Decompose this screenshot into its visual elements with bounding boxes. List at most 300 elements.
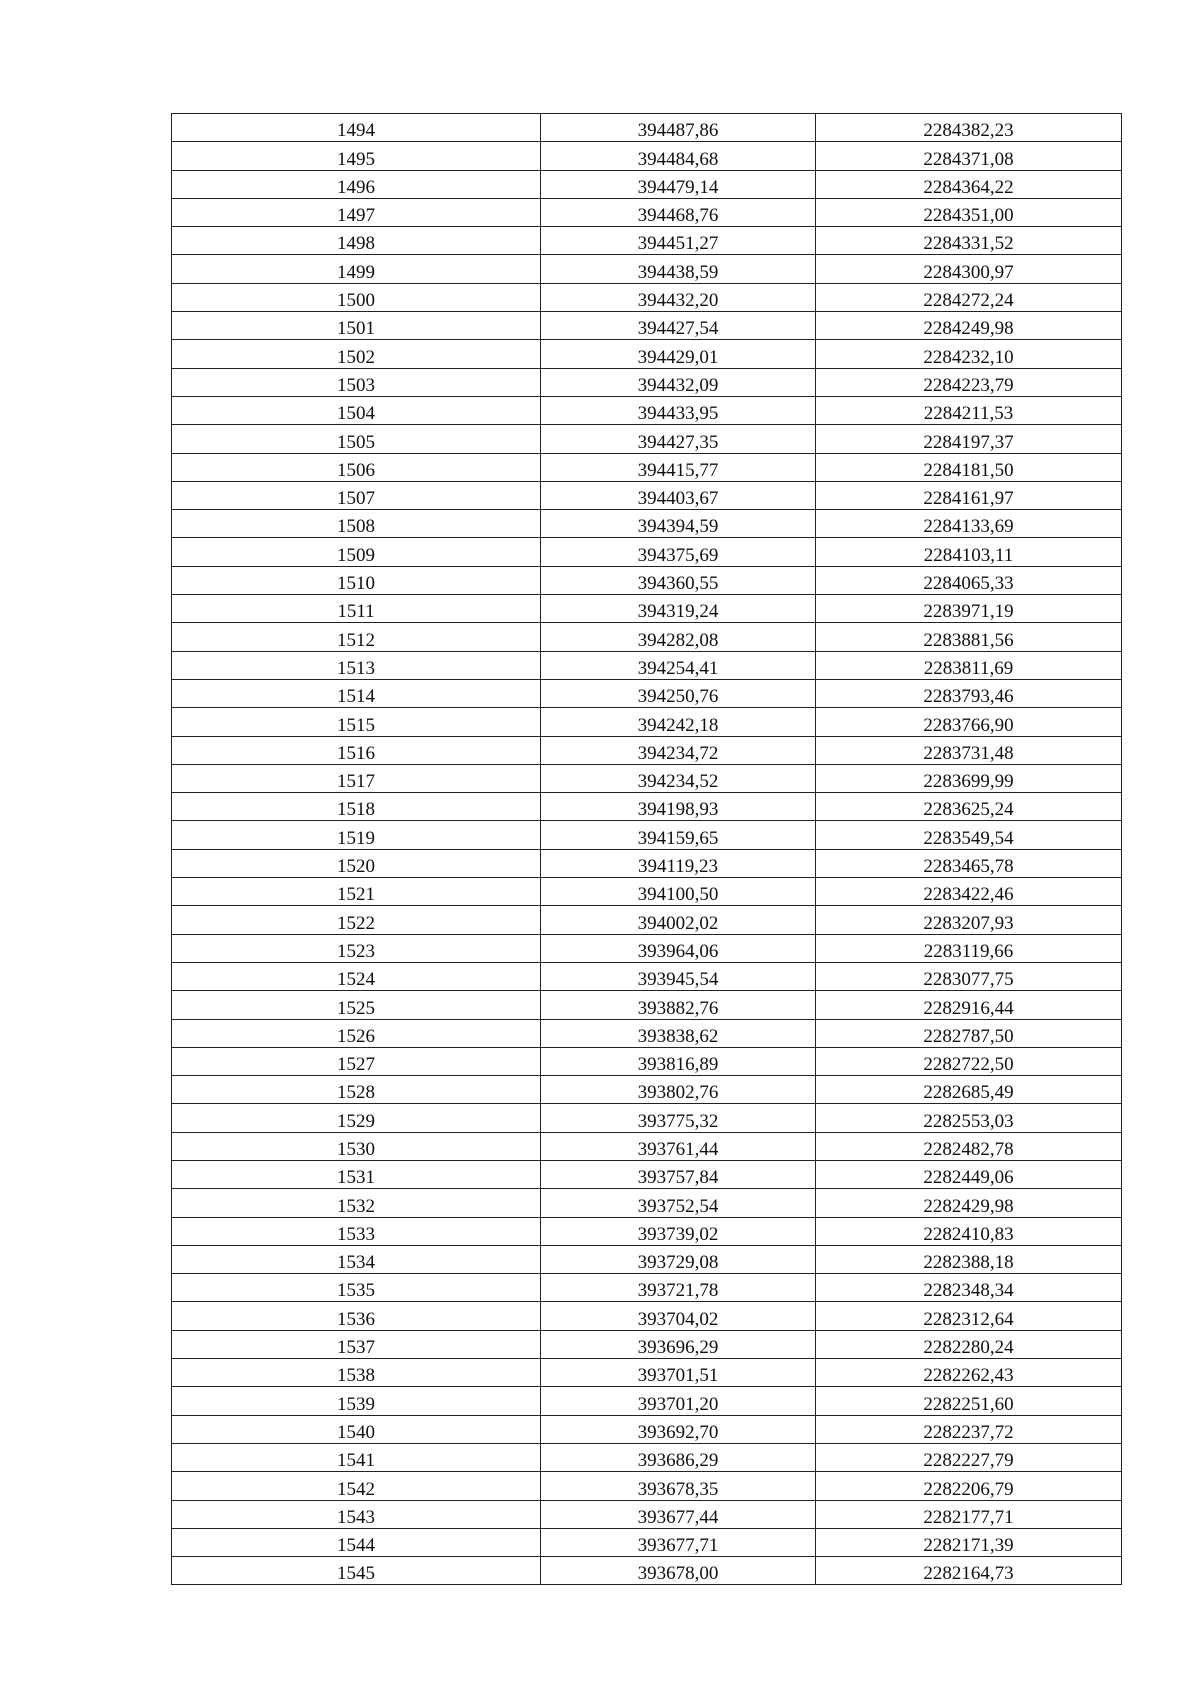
cell-value: 1500 [337, 290, 375, 312]
x-coordinate-cell [541, 1443, 816, 1471]
point-number-cell [172, 1557, 541, 1585]
cell-value: 2284371,08 [923, 148, 1014, 170]
cell-value: 393802,76 [637, 1082, 719, 1104]
y-coordinate-cell [816, 255, 1122, 283]
y-coordinate-cell [816, 1047, 1122, 1075]
cell-value: 1506 [337, 459, 375, 481]
y-coordinate-cell [816, 114, 1122, 142]
y-coordinate-cell [816, 878, 1122, 906]
point-number-cell [172, 396, 541, 424]
point-number-cell [172, 595, 541, 623]
table-row [172, 679, 1122, 707]
cell-value: 2283699,99 [923, 771, 1014, 793]
cell-value: 2283625,24 [923, 799, 1014, 821]
x-coordinate-cell [541, 1387, 816, 1415]
cell-value: 393739,02 [637, 1223, 719, 1245]
cell-value: 1507 [337, 488, 375, 510]
cell-value: 394250,76 [637, 686, 719, 708]
y-coordinate-cell [816, 1387, 1122, 1415]
table-row [172, 1472, 1122, 1500]
x-coordinate-cell [541, 1557, 816, 1585]
cell-value: 2282171,39 [923, 1535, 1014, 1557]
x-coordinate-cell [541, 708, 816, 736]
cell-value: 1505 [337, 431, 375, 453]
point-number-cell [172, 821, 541, 849]
point-number-cell [172, 849, 541, 877]
cell-value: 1525 [337, 997, 375, 1019]
x-coordinate-cell [541, 906, 816, 934]
table-row [172, 1245, 1122, 1273]
cell-value: 393964,06 [637, 940, 719, 962]
table-row [172, 1359, 1122, 1387]
cell-value: 2284272,24 [923, 290, 1014, 312]
x-coordinate-cell [541, 736, 816, 764]
cell-value: 1513 [337, 657, 375, 679]
y-coordinate-cell [816, 1330, 1122, 1358]
table-row [172, 227, 1122, 255]
y-coordinate-cell [816, 1472, 1122, 1500]
table-row [172, 651, 1122, 679]
y-coordinate-cell [816, 1359, 1122, 1387]
cell-value: 2282482,78 [923, 1138, 1014, 1160]
cell-value: 2283422,46 [923, 884, 1014, 906]
cell-value: 2282388,18 [923, 1252, 1014, 1274]
y-coordinate-cell [816, 1302, 1122, 1330]
table-row [172, 1387, 1122, 1415]
coordinates-table [171, 113, 1122, 1585]
x-coordinate-cell [541, 396, 816, 424]
y-coordinate-cell [816, 425, 1122, 453]
y-coordinate-cell [816, 1528, 1122, 1556]
point-number-cell [172, 991, 541, 1019]
cell-value: 2284300,97 [923, 261, 1014, 283]
y-coordinate-cell [816, 1500, 1122, 1528]
cell-value: 1538 [337, 1365, 375, 1387]
table-row [172, 396, 1122, 424]
table-row [172, 595, 1122, 623]
cell-value: 2283793,46 [923, 686, 1014, 708]
cell-value: 2282177,71 [923, 1506, 1014, 1528]
cell-value: 1511 [337, 601, 375, 623]
cell-value: 1532 [337, 1195, 375, 1217]
y-coordinate-cell [816, 142, 1122, 170]
cell-value: 2282348,34 [923, 1280, 1014, 1302]
point-number-cell [172, 566, 541, 594]
cell-value: 393701,20 [637, 1393, 719, 1415]
cell-value: 2284103,11 [923, 544, 1014, 566]
cell-value: 394282,08 [637, 629, 719, 651]
point-number-cell [172, 368, 541, 396]
point-number-cell [172, 1076, 541, 1104]
cell-value: 2282410,83 [923, 1223, 1014, 1245]
x-coordinate-cell [541, 198, 816, 226]
cell-value: 394438,59 [637, 261, 719, 283]
point-number-cell [172, 1302, 541, 1330]
y-coordinate-cell [816, 566, 1122, 594]
x-coordinate-cell [541, 679, 816, 707]
table-row [172, 1557, 1122, 1585]
cell-value: 394159,65 [637, 827, 719, 849]
y-coordinate-cell [816, 510, 1122, 538]
table-row [172, 1047, 1122, 1075]
y-coordinate-cell [816, 595, 1122, 623]
cell-value: 2282449,06 [923, 1167, 1014, 1189]
x-coordinate-cell [541, 1104, 816, 1132]
table-row [172, 198, 1122, 226]
cell-value: 2282206,79 [923, 1478, 1014, 1500]
cell-value: 393882,76 [637, 997, 719, 1019]
point-number-cell [172, 1387, 541, 1415]
cell-value: 1517 [337, 771, 375, 793]
cell-value: 2282916,44 [923, 997, 1014, 1019]
cell-value: 393757,84 [637, 1167, 719, 1189]
cell-value: 2284382,23 [923, 120, 1014, 142]
table-row [172, 1132, 1122, 1160]
point-number-cell [172, 651, 541, 679]
cell-value: 1534 [337, 1252, 375, 1274]
cell-value: 2282227,79 [923, 1450, 1014, 1472]
x-coordinate-cell [541, 962, 816, 990]
cell-value: 2284364,22 [923, 176, 1014, 198]
cell-value: 2282429,98 [923, 1195, 1014, 1217]
cell-value: 2283811,69 [923, 657, 1014, 679]
cell-value: 1498 [337, 233, 375, 255]
point-number-cell [172, 538, 541, 566]
point-number-cell [172, 312, 541, 340]
x-coordinate-cell [541, 453, 816, 481]
cell-value: 2284161,97 [923, 488, 1014, 510]
table-row [172, 1019, 1122, 1047]
x-coordinate-cell [541, 991, 816, 1019]
table-row [172, 764, 1122, 792]
cell-value: 2282164,73 [923, 1563, 1014, 1585]
point-number-cell [172, 623, 541, 651]
point-number-cell [172, 764, 541, 792]
cell-value: 1541 [337, 1450, 375, 1472]
y-coordinate-cell [816, 821, 1122, 849]
table-row [172, 623, 1122, 651]
y-coordinate-cell [816, 1160, 1122, 1188]
point-number-cell [172, 934, 541, 962]
cell-value: 1537 [337, 1337, 375, 1359]
cell-value: 1516 [337, 742, 375, 764]
cell-value: 2284331,52 [923, 233, 1014, 255]
cell-value: 394479,14 [637, 176, 719, 198]
table-row [172, 1302, 1122, 1330]
cell-value: 2284197,37 [923, 431, 1014, 453]
y-coordinate-cell [816, 1415, 1122, 1443]
point-number-cell [172, 425, 541, 453]
point-number-cell [172, 1245, 541, 1273]
table-row [172, 1443, 1122, 1471]
table-row [172, 312, 1122, 340]
y-coordinate-cell [816, 1076, 1122, 1104]
table-row [172, 1330, 1122, 1358]
x-coordinate-cell [541, 1330, 816, 1358]
x-coordinate-cell [541, 170, 816, 198]
cell-value: 1519 [337, 827, 375, 849]
y-coordinate-cell [816, 1189, 1122, 1217]
table-row [172, 1076, 1122, 1104]
cell-value: 2283207,93 [923, 912, 1014, 934]
cell-value: 2282553,03 [923, 1110, 1014, 1132]
cell-value: 394198,93 [637, 799, 719, 821]
x-coordinate-cell [541, 793, 816, 821]
cell-value: 1518 [337, 799, 375, 821]
cell-value: 1497 [337, 205, 375, 227]
cell-value: 1533 [337, 1223, 375, 1245]
x-coordinate-cell [541, 538, 816, 566]
table-row [172, 991, 1122, 1019]
cell-value: 2282251,60 [923, 1393, 1014, 1415]
point-number-cell [172, 198, 541, 226]
x-coordinate-cell [541, 1047, 816, 1075]
cell-value: 394375,69 [637, 544, 719, 566]
cell-value: 1495 [337, 148, 375, 170]
table-row [172, 142, 1122, 170]
y-coordinate-cell [816, 396, 1122, 424]
table-row [172, 1160, 1122, 1188]
point-number-cell [172, 1500, 541, 1528]
table-row [172, 1500, 1122, 1528]
cell-value: 2282312,64 [923, 1308, 1014, 1330]
point-number-cell [172, 1415, 541, 1443]
cell-value: 393696,29 [637, 1337, 719, 1359]
cell-value: 1539 [337, 1393, 375, 1415]
cell-value: 394360,55 [637, 573, 719, 595]
point-number-cell [172, 1359, 541, 1387]
x-coordinate-cell [541, 764, 816, 792]
x-coordinate-cell [541, 1160, 816, 1188]
point-number-cell [172, 283, 541, 311]
table-row [172, 1528, 1122, 1556]
table-row [172, 1274, 1122, 1302]
y-coordinate-cell [816, 849, 1122, 877]
table-row [172, 1415, 1122, 1443]
x-coordinate-cell [541, 878, 816, 906]
x-coordinate-cell [541, 1302, 816, 1330]
cell-value: 1542 [337, 1478, 375, 1500]
cell-value: 2283549,54 [923, 827, 1014, 849]
point-number-cell [172, 1132, 541, 1160]
table-row [172, 368, 1122, 396]
cell-value: 2282262,43 [923, 1365, 1014, 1387]
cell-value: 394100,50 [637, 884, 719, 906]
x-coordinate-cell [541, 623, 816, 651]
cell-value: 394234,52 [637, 771, 719, 793]
x-coordinate-cell [541, 227, 816, 255]
cell-value: 393686,29 [637, 1450, 719, 1472]
y-coordinate-cell [816, 170, 1122, 198]
cell-value: 2283077,75 [923, 969, 1014, 991]
point-number-cell [172, 679, 541, 707]
cell-value: 1504 [337, 403, 375, 425]
point-number-cell [172, 227, 541, 255]
cell-value: 1510 [337, 573, 375, 595]
x-coordinate-cell [541, 1076, 816, 1104]
y-coordinate-cell [816, 708, 1122, 736]
cell-value: 2282280,24 [923, 1337, 1014, 1359]
x-coordinate-cell [541, 1245, 816, 1273]
cell-value: 393677,71 [637, 1535, 719, 1557]
x-coordinate-cell [541, 312, 816, 340]
point-number-cell [172, 708, 541, 736]
cell-value: 1535 [337, 1280, 375, 1302]
cell-value: 2283971,19 [923, 601, 1014, 623]
cell-value: 1522 [337, 912, 375, 934]
point-number-cell [172, 962, 541, 990]
cell-value: 393701,51 [637, 1365, 719, 1387]
point-number-cell [172, 1472, 541, 1500]
cell-value: 1503 [337, 374, 375, 396]
cell-value: 1499 [337, 261, 375, 283]
cell-value: 1529 [337, 1110, 375, 1132]
point-number-cell [172, 1160, 541, 1188]
x-coordinate-cell [541, 1217, 816, 1245]
cell-value: 2284133,69 [923, 516, 1014, 538]
y-coordinate-cell [816, 1132, 1122, 1160]
x-coordinate-cell [541, 255, 816, 283]
cell-value: 1521 [337, 884, 375, 906]
y-coordinate-cell [816, 906, 1122, 934]
cell-value: 393692,70 [637, 1421, 719, 1443]
cell-value: 393678,35 [637, 1478, 719, 1500]
cell-value: 1526 [337, 1025, 375, 1047]
cell-value: 394002,02 [637, 912, 719, 934]
table-row [172, 1217, 1122, 1245]
cell-value: 394234,72 [637, 742, 719, 764]
cell-value: 394451,27 [637, 233, 719, 255]
y-coordinate-cell [816, 227, 1122, 255]
table-row [172, 170, 1122, 198]
point-number-cell [172, 793, 541, 821]
point-number-cell [172, 1047, 541, 1075]
point-number-cell [172, 255, 541, 283]
x-coordinate-cell [541, 1415, 816, 1443]
cell-value: 394427,35 [637, 431, 719, 453]
point-number-cell [172, 1189, 541, 1217]
y-coordinate-cell [816, 481, 1122, 509]
cell-value: 2284065,33 [923, 573, 1014, 595]
x-coordinate-cell [541, 934, 816, 962]
cell-value: 2284232,10 [923, 346, 1014, 368]
cell-value: 1494 [337, 120, 375, 142]
cell-value: 2284249,98 [923, 318, 1014, 340]
point-number-cell [172, 142, 541, 170]
table-row [172, 934, 1122, 962]
y-coordinate-cell [816, 368, 1122, 396]
point-number-cell [172, 1274, 541, 1302]
y-coordinate-cell [816, 1443, 1122, 1471]
cell-value: 2284211,53 [923, 403, 1014, 425]
cell-value: 1544 [337, 1535, 375, 1557]
point-number-cell [172, 1528, 541, 1556]
y-coordinate-cell [816, 340, 1122, 368]
cell-value: 394319,24 [637, 601, 719, 623]
cell-value: 1496 [337, 176, 375, 198]
x-coordinate-cell [541, 566, 816, 594]
y-coordinate-cell [816, 623, 1122, 651]
table-row [172, 793, 1122, 821]
table-row [172, 906, 1122, 934]
cell-value: 1528 [337, 1082, 375, 1104]
cell-value: 1543 [337, 1506, 375, 1528]
y-coordinate-cell [816, 934, 1122, 962]
table-row [172, 283, 1122, 311]
x-coordinate-cell [541, 1500, 816, 1528]
y-coordinate-cell [816, 651, 1122, 679]
y-coordinate-cell [816, 1217, 1122, 1245]
cell-value: 1524 [337, 969, 375, 991]
table-row [172, 255, 1122, 283]
cell-value: 1536 [337, 1308, 375, 1330]
cell-value: 394432,20 [637, 290, 719, 312]
cell-value: 394394,59 [637, 516, 719, 538]
x-coordinate-cell [541, 821, 816, 849]
cell-value: 1520 [337, 856, 375, 878]
table-row [172, 425, 1122, 453]
point-number-cell [172, 170, 541, 198]
cell-value: 1527 [337, 1054, 375, 1076]
cell-value: 2283766,90 [923, 714, 1014, 736]
point-number-cell [172, 510, 541, 538]
table-row [172, 962, 1122, 990]
cell-value: 393729,08 [637, 1252, 719, 1274]
x-coordinate-cell [541, 1019, 816, 1047]
cell-value: 2284351,00 [923, 205, 1014, 227]
cell-value: 394487,86 [637, 120, 719, 142]
x-coordinate-cell [541, 1472, 816, 1500]
cell-value: 2282722,50 [923, 1054, 1014, 1076]
y-coordinate-cell [816, 736, 1122, 764]
y-coordinate-cell [816, 1274, 1122, 1302]
cell-value: 1523 [337, 940, 375, 962]
y-coordinate-cell [816, 793, 1122, 821]
cell-value: 394432,09 [637, 374, 719, 396]
x-coordinate-cell [541, 1132, 816, 1160]
y-coordinate-cell [816, 962, 1122, 990]
point-number-cell [172, 114, 541, 142]
point-number-cell [172, 1019, 541, 1047]
y-coordinate-cell [816, 198, 1122, 226]
point-number-cell [172, 906, 541, 934]
y-coordinate-cell [816, 991, 1122, 1019]
x-coordinate-cell [541, 481, 816, 509]
cell-value: 394429,01 [637, 346, 719, 368]
table-row [172, 453, 1122, 481]
point-number-cell [172, 1443, 541, 1471]
table-row [172, 736, 1122, 764]
cell-value: 393704,02 [637, 1308, 719, 1330]
x-coordinate-cell [541, 1528, 816, 1556]
x-coordinate-cell [541, 510, 816, 538]
cell-value: 2283881,56 [923, 629, 1014, 651]
table-row [172, 566, 1122, 594]
point-number-cell [172, 1330, 541, 1358]
table-row [172, 708, 1122, 736]
cell-value: 1502 [337, 346, 375, 368]
cell-value: 2282685,49 [923, 1082, 1014, 1104]
y-coordinate-cell [816, 283, 1122, 311]
y-coordinate-cell [816, 679, 1122, 707]
cell-value: 2283119,66 [923, 940, 1014, 962]
cell-value: 394119,23 [637, 856, 719, 878]
cell-value: 394415,77 [637, 459, 719, 481]
cell-value: 393761,44 [637, 1138, 719, 1160]
cell-value: 1515 [337, 714, 375, 736]
cell-value: 394433,95 [637, 403, 719, 425]
cell-value: 1530 [337, 1138, 375, 1160]
